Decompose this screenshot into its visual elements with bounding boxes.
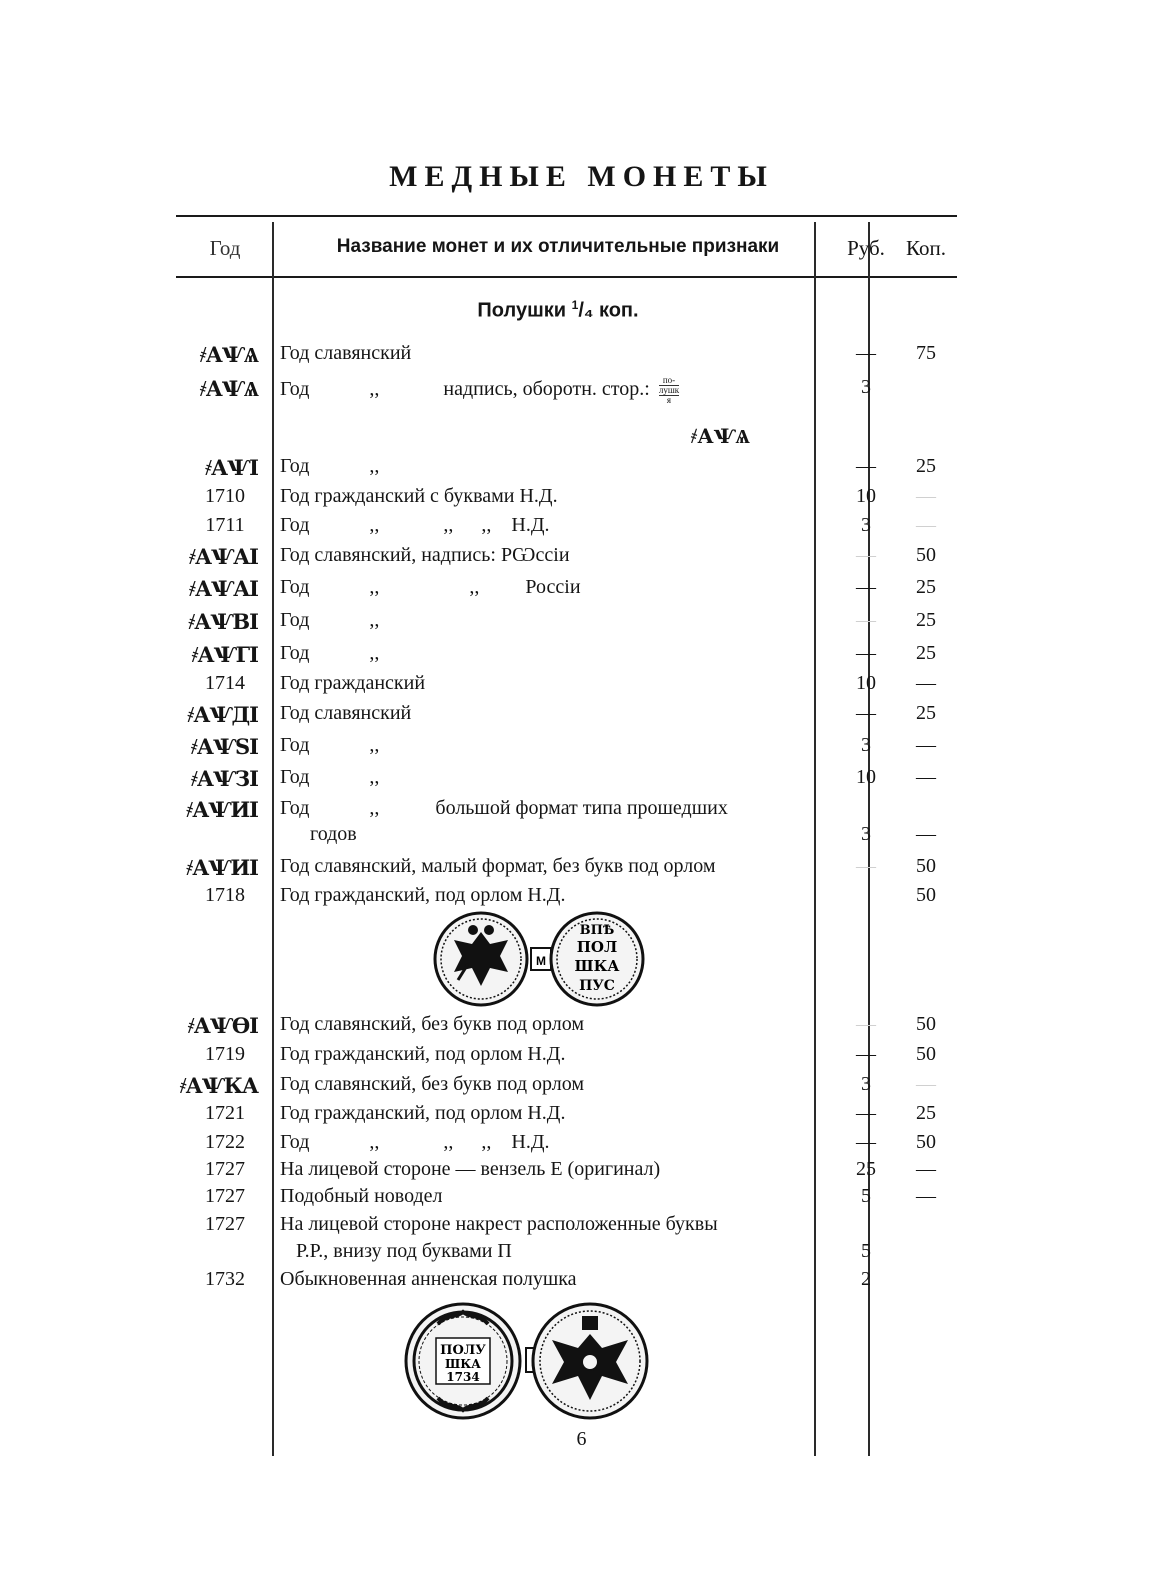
name-cell: Год гражданский: [280, 672, 426, 694]
header-year: Год: [209, 236, 241, 260]
rub-cell: —: [856, 544, 876, 566]
page-title: МЕДНЫЕ МОНЕТЫ: [389, 160, 774, 193]
name-cell: Год славянский, без букв под орлом: [280, 1073, 585, 1095]
year-cell: ҂АѰАІ: [188, 544, 258, 569]
rub-cell: —: [856, 1131, 876, 1153]
rub-cell: —: [856, 576, 876, 598]
rub-cell: —: [856, 642, 876, 664]
name-cell: Год славянский: [280, 342, 412, 364]
name-cell: годов: [310, 823, 357, 845]
table-row: [0, 544, 1163, 574]
name-cell: Год ,, большой формат типа прошедших: [280, 797, 728, 819]
year-cell: 1714: [205, 672, 245, 694]
kop-cell: 50: [916, 1043, 936, 1065]
kop-cell: —: [916, 823, 936, 845]
coin-illustration-1: [432, 910, 646, 1008]
name-cell: Обыкновенная анненская полушка: [280, 1268, 577, 1290]
kop-cell: —: [916, 514, 936, 536]
year-cell: 1721: [205, 1102, 245, 1124]
inscription-date: ҂АѰѦ: [690, 424, 750, 448]
table-row: [0, 1102, 1163, 1132]
rub-cell: —: [856, 609, 876, 631]
kop-cell: 25: [916, 609, 936, 631]
kop-cell: 25: [916, 576, 936, 598]
name-cell: На лицевой стороне накрест расположенные буквы: [280, 1213, 718, 1235]
kop-cell: 25: [916, 455, 936, 477]
header-rub: Руб.: [847, 236, 885, 260]
year-cell: 1710: [205, 485, 245, 507]
name-cell: Год ,,: [280, 642, 380, 664]
name-cell: Год ,,: [280, 455, 380, 477]
coin-reverse-text: [551, 913, 643, 1005]
table-row: [0, 1185, 1163, 1215]
table-row: [0, 576, 1163, 606]
year-cell: 1727: [205, 1185, 245, 1207]
kop-cell: 25: [916, 1102, 936, 1124]
year-cell: ҂АѰѦ: [199, 342, 258, 367]
inscription-fraction: по- лушк я: [658, 375, 680, 405]
coin-line: ПОЛ: [576, 938, 618, 956]
rub-cell: 5: [861, 1240, 871, 1262]
year-cell: ҂АѰЗІ: [190, 766, 258, 791]
rub-cell: 2: [861, 1268, 871, 1290]
table-row: [0, 672, 1163, 702]
year-cell: 1719: [205, 1043, 245, 1065]
coin-line: ВПѢ: [579, 923, 615, 938]
year-cell: ҂АѰДІ: [187, 702, 258, 727]
table-row: [0, 455, 1163, 485]
rub-cell: —: [856, 1013, 876, 1035]
table-row: [0, 424, 1163, 454]
rub-cell: —: [856, 855, 876, 877]
table-row: [0, 1268, 1163, 1298]
year-cell: ҂АѰГІ: [191, 642, 258, 667]
kop-cell: —: [916, 672, 936, 694]
table-row: [0, 1158, 1163, 1188]
table-row: [0, 342, 1163, 372]
kop-cell: 50: [916, 884, 936, 906]
year-cell: ҂АѰѲІ: [187, 1013, 258, 1038]
year-cell: 1732: [205, 1268, 245, 1290]
coin-line: ШКА: [574, 957, 620, 975]
name-cell: Год ,,: [280, 766, 380, 788]
rub-cell: 3: [861, 514, 871, 536]
name-cell: Год ,, ,, ,, Н.Д.: [280, 1131, 550, 1153]
kop-cell: —: [916, 1158, 936, 1180]
rub-cell: —: [856, 1102, 876, 1124]
name-cell: Год гражданский, под орлом Н.Д.: [280, 884, 566, 906]
coin-illustration-2: [402, 1300, 650, 1422]
name-cell: Год ,, надпись, оборотн. стор.: по- лушк я: [280, 375, 680, 405]
coin-line: 1734: [446, 1370, 480, 1384]
section-title: Полушки $^1$/₄ коп.: [477, 298, 639, 322]
rub-cell: 5: [861, 1185, 871, 1207]
coin-line: ПОЛУ: [440, 1343, 486, 1358]
kop-cell: —: [916, 734, 936, 756]
rub-cell: —: [856, 702, 876, 724]
coin-obverse-text: [406, 1304, 520, 1418]
rub-cell: 3: [861, 734, 871, 756]
year-cell: ҂АѰАІ: [188, 576, 258, 601]
mint-mark: М: [536, 954, 546, 968]
year-cell: ҂АѰЅІ: [190, 734, 258, 759]
table-row: [0, 734, 1163, 764]
name-cell: Год гражданский, под орлом Н.Д.: [280, 1102, 566, 1124]
rub-cell: 10: [856, 485, 876, 507]
rub-cell: 10: [856, 766, 876, 788]
year-cell: 1718: [205, 884, 245, 906]
coin-reverse-eagle: [533, 1304, 647, 1418]
kop-cell: 75: [916, 342, 936, 364]
kop-cell: 50: [916, 1013, 936, 1035]
name-cell: Р.Р., внизу под буквами П: [296, 1240, 512, 1262]
table-row: [0, 702, 1163, 732]
table-row: [0, 1131, 1163, 1161]
table-row: [0, 485, 1163, 515]
kop-cell: 50: [916, 855, 936, 877]
table-row: [0, 514, 1163, 544]
year-cell: 1722: [205, 1131, 245, 1153]
kop-cell: —: [916, 1185, 936, 1207]
year-cell: ҂АѰВІ: [188, 609, 258, 634]
rub-cell: 3: [861, 376, 871, 398]
year-cell: ҂АѰѦ: [199, 376, 258, 401]
year-cell: ҂АѰИІ: [186, 797, 258, 822]
name-cell: Год славянский, надпись: РѠссіи: [280, 544, 570, 566]
rub-cell: 10: [856, 672, 876, 694]
table-row: [0, 1043, 1163, 1073]
rub-cell: 3: [861, 1073, 871, 1095]
page-number: 6: [576, 1428, 587, 1450]
year-cell: 1727: [205, 1213, 245, 1235]
name-cell: Подобный новодел: [280, 1185, 443, 1207]
table-row: [0, 1213, 1163, 1243]
table-row: [0, 1013, 1163, 1043]
rub-cell: —: [856, 342, 876, 364]
name-cell: Год гражданский с буквами Н.Д.: [280, 485, 558, 507]
year-cell: ҂АѰИІ: [186, 855, 258, 880]
name-cell: Год славянский, малый формат, без букв под орлом: [280, 855, 716, 877]
year-cell: 1727: [205, 1158, 245, 1180]
name-cell: Год ,,: [280, 734, 380, 756]
name-cell: Год ,,: [280, 609, 380, 631]
name-cell: Год ,, ,, ,, Н.Д.: [280, 514, 550, 536]
name-cell: На лицевой стороне — вензель Е (оригинал): [280, 1158, 661, 1180]
table-row: [0, 766, 1163, 796]
coin-line: ШКА: [445, 1357, 481, 1371]
year-cell: ҂АѰКА: [179, 1073, 258, 1098]
header-name: Название монет и их отличительные признаки: [336, 236, 780, 257]
year-cell: 1711: [205, 514, 245, 536]
kop-cell: 25: [916, 642, 936, 664]
rub-cell: 3: [861, 823, 871, 845]
table-row: [0, 823, 1163, 853]
header-kop: Коп.: [906, 236, 946, 260]
kop-cell: 50: [916, 1131, 936, 1153]
table-row: [0, 1240, 1163, 1270]
kop-cell: —: [916, 485, 936, 507]
table-top-rule: [176, 215, 957, 217]
kop-cell: 50: [916, 544, 936, 566]
name-cell: Год ,, ,, Россіи: [280, 576, 581, 598]
rub-cell: 25: [856, 1158, 876, 1180]
table-row: [0, 855, 1163, 885]
kop-cell: —: [916, 1073, 936, 1095]
table-row: [0, 642, 1163, 672]
kop-cell: 25: [916, 702, 936, 724]
table-row: [0, 1073, 1163, 1103]
table-row: [0, 609, 1163, 639]
rub-cell: —: [856, 455, 876, 477]
coin-obverse-eagle: [435, 913, 527, 1005]
rub-cell: —: [856, 1043, 876, 1065]
header-bottom-rule: [176, 276, 957, 278]
name-cell: Год гражданский, под орлом Н.Д.: [280, 1043, 566, 1065]
coin-line: ПУС: [579, 978, 615, 994]
table-row: [0, 376, 1163, 406]
name-cell: Год славянский, без букв под орлом: [280, 1013, 585, 1035]
name-cell: Год славянский: [280, 702, 412, 724]
year-cell: ҂АѰІ: [204, 455, 258, 480]
kop-cell: —: [916, 766, 936, 788]
